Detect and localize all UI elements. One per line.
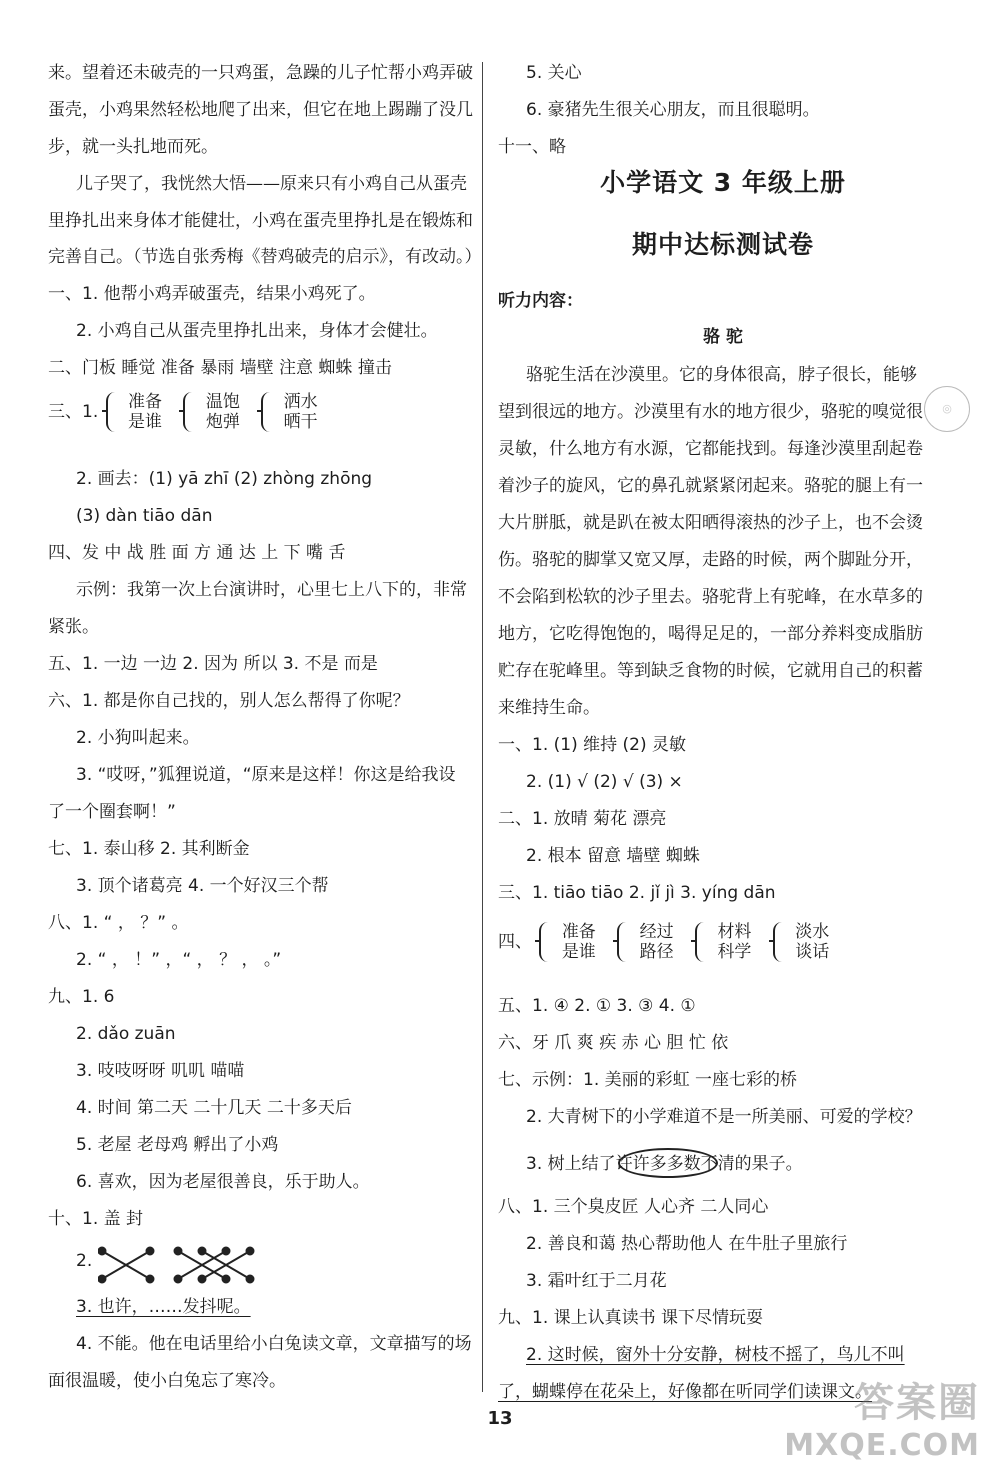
answer-line: 六、1. 都是你自己找的，别人怎么帮得了你呢？ <box>48 691 410 711</box>
watermark-url: MXQE.COM <box>784 1428 980 1463</box>
page-subtitle: 期中达标测试卷 <box>631 230 814 259</box>
word-pair: 淡水 谈话 <box>795 922 830 962</box>
answer-line: 了一个圈套啊！” <box>48 802 176 822</box>
text-line: 来。望着还未破壳的一只鸡蛋，急躁的儿子忙帮小鸡弄破 <box>48 63 473 83</box>
text-line: 里挣扎出来身体才能健壮，小鸡在蛋壳里挣扎是在锻炼和 <box>48 211 473 231</box>
bracket-group <box>498 922 843 962</box>
page-number: 13 <box>487 1408 513 1429</box>
text-line: 儿子哭了，我恍然大悟——原来只有小鸡自己从蛋壳 <box>76 174 467 194</box>
answer-line: 3. “哎呀，”狐狸说道，“原来是这样！你这是给我设 <box>76 765 456 785</box>
answer-line: 十、1. 盖 封 <box>48 1209 144 1229</box>
answer-line: 紧张。 <box>48 617 99 637</box>
passage-line: 着沙子的旋风，它的鼻孔就紧紧闭起来。骆驼的腿上有一 <box>498 476 923 496</box>
answer-line: 十一、略 <box>498 137 566 157</box>
passage-line: 不会陷到松软的沙子里去。骆驼背上有驼峰，在水草多的 <box>498 587 923 607</box>
answer-line: 3. 吱吱呀呀 叽叽 喵喵 <box>76 1061 245 1081</box>
answer-line: 七、1. 泰山移 2. 其利断金 <box>48 839 250 859</box>
circled-word-mark <box>618 1148 718 1178</box>
section-heading: 听力内容： <box>498 291 583 311</box>
answer-line: 5. 关心 <box>526 63 582 83</box>
passage-line: 贮存在驼峰里。等到缺乏食物的时候，它就用自己的积蓄 <box>498 661 923 681</box>
watermark <box>784 1371 980 1463</box>
curly-bracket-icon <box>183 392 194 432</box>
answer-line: 2. 根本 留意 墙壁 蜘蛛 <box>526 846 700 866</box>
answer-line: 九、1. 课上认真读书 课下尽情玩耍 <box>498 1308 764 1328</box>
stamp-mark-icon: ◎ <box>924 386 970 432</box>
passage-line: 骆驼生活在沙漠里。它的身体很高，脖子很长，能够 <box>526 365 917 385</box>
curly-bracket-icon <box>539 922 550 962</box>
word-pair: 温饱 炮弹 <box>205 392 240 432</box>
answer-line: 2. 小狗叫起来。 <box>76 728 200 748</box>
answer-line: 2. <box>76 1251 93 1271</box>
curly-bracket-icon <box>106 392 117 432</box>
answer-line: 五、1. 一边 一边 2. 因为 所以 3. 不是 而是 <box>48 654 378 674</box>
answer-line: 了，蝴蝶停在花朵上，好像都在听同学们读课文。 <box>498 1382 872 1402</box>
passage-line: 大片胼胝，就是趴在被太阳晒得滚热的沙子上，也不会烫 <box>498 513 923 533</box>
passage-line: 地方，它吃得饱饱的，喝得足足的，一部分养料变成脂肪 <box>498 624 923 644</box>
answer-line: 3. 树上结了许许多多数不清的果子。 <box>526 1154 803 1174</box>
answer-line: 2. (1) √ (2) √ (3) × <box>526 772 683 792</box>
answer-line: 五、1. ④ 2. ① 3. ③ 4. ① <box>498 996 696 1016</box>
bracket-group-label: 三、1. <box>48 402 99 422</box>
column-divider <box>482 62 483 1392</box>
word-pair: 准备 是谁 <box>128 392 163 432</box>
bracket-group-label: 四、 <box>498 932 532 952</box>
answer-line: 2. “ ， ！” ，“ ， ？ ， 。” <box>76 950 282 970</box>
watermark-logo-text: 答案圈 <box>854 1380 980 1426</box>
answer-line: 一、1. 他帮小鸡弄破蛋壳，结果小鸡死了。 <box>48 284 376 304</box>
answer-line: 八、1. 三个臭皮匠 人心齐 二人同心 <box>498 1197 769 1217</box>
word-pair: 经过 路径 <box>639 922 674 962</box>
answer-line: 九、1. 6 <box>48 987 115 1007</box>
answer-line: 2. 小鸡自己从蛋壳里挣扎出来，身体才会健壮。 <box>76 321 438 341</box>
answer-line: 2. 大青树下的小学难道不是一所美丽、可爱的学校？ <box>526 1107 922 1127</box>
answer-line: 示例：我第一次上台演讲时，心里七上八下的，非常 <box>76 580 467 600</box>
answer-line: (3) dàn tiāo dān <box>76 506 213 526</box>
text-line: 步，就一头扎地而死。 <box>48 137 218 157</box>
answer-line: 三、1. tiāo tiāo 2. jǐ jì 3. yíng dān <box>498 883 776 903</box>
answer-line: 八、1. “ ， ？” 。 <box>48 913 189 933</box>
answer-line: 七、示例：1. 美丽的彩虹 一座七彩的桥 <box>498 1070 798 1090</box>
curly-bracket-icon <box>773 922 784 962</box>
answer-line: 3. 也许，……发抖呢。 <box>76 1297 251 1317</box>
passage-line: 望到很远的地方。沙漠里有水的地方很少，骆驼的嗅觉很 <box>498 402 923 422</box>
answer-line: 二、1. 放晴 菊花 漂亮 <box>498 809 667 829</box>
answer-line: 2. dǎo zuān <box>76 1024 176 1044</box>
answer-line: 面很温暖，使小白兔忘了寒冷。 <box>48 1371 286 1391</box>
passage-line: 来维持生命。 <box>498 698 600 718</box>
answer-line: 6. 豪猪先生很关心朋友，而且很聪明。 <box>526 100 820 120</box>
passage-line: 伤。骆驼的脚掌又宽又厚，走路的时候，两个脚趾分开， <box>498 550 923 570</box>
answer-line: 2. 这时候，窗外十分安静，树枝不摇了，鸟儿不叫 <box>526 1345 905 1365</box>
answer-line: 六、牙 爪 爽 疾 赤 心 胆 忙 依 <box>498 1033 729 1053</box>
bracket-group <box>48 392 332 432</box>
answer-line: 二、门板 睡觉 准备 暴雨 墙壁 注意 蜘蛛 撞击 <box>48 358 392 378</box>
answer-line: 6. 喜欢，因为老屋很善良，乐于助人。 <box>76 1172 370 1192</box>
answer-line: 2. 画去：(1) yā zhī (2) zhòng zhōng <box>76 469 373 489</box>
answer-line: 四、发 中 战 胜 面 方 通 达 上 下 嘴 舌 <box>48 543 346 563</box>
answer-line: 3. 顶个诸葛亮 4. 一个好汉三个帮 <box>76 876 329 896</box>
answer-line: 5. 老屋 老母鸡 孵出了小鸡 <box>76 1135 279 1155</box>
passage-line: 灵敏，什么地方有水源，它都能找到。每逢沙漠里刮起卷 <box>498 439 923 459</box>
matching-lines-diagram <box>98 1245 278 1285</box>
text-line: 蛋壳，小鸡果然轻松地爬了出来，但它在地上踢蹦了没几 <box>48 100 473 120</box>
answer-line: 一、1. (1) 维持 (2) 灵敏 <box>498 735 686 755</box>
curly-bracket-icon <box>261 392 272 432</box>
passage-title: 骆 驼 <box>703 327 743 347</box>
answer-line: 3. 霜叶红于二月花 <box>526 1271 667 1291</box>
answer-line: 2. 善良和蔼 热心帮助他人 在牛肚子里旅行 <box>526 1234 848 1254</box>
text-line: 完善自己。（节选自张秀梅《替鸡破壳的启示》，有改动。） <box>48 247 482 267</box>
word-pair: 准备 是谁 <box>561 922 596 962</box>
curly-bracket-icon <box>617 922 628 962</box>
page-title: 小学语文 3 年级上册 <box>600 168 846 197</box>
answer-line: 4. 不能。他在电话里给小白兔读文章，文章描写的场 <box>76 1334 472 1354</box>
word-pair: 洒水 晒干 <box>283 392 318 432</box>
answer-line: 4. 时间 第二天 二十几天 二十多天后 <box>76 1098 352 1118</box>
curly-bracket-icon <box>695 922 706 962</box>
word-pair: 材料 科学 <box>717 922 752 962</box>
